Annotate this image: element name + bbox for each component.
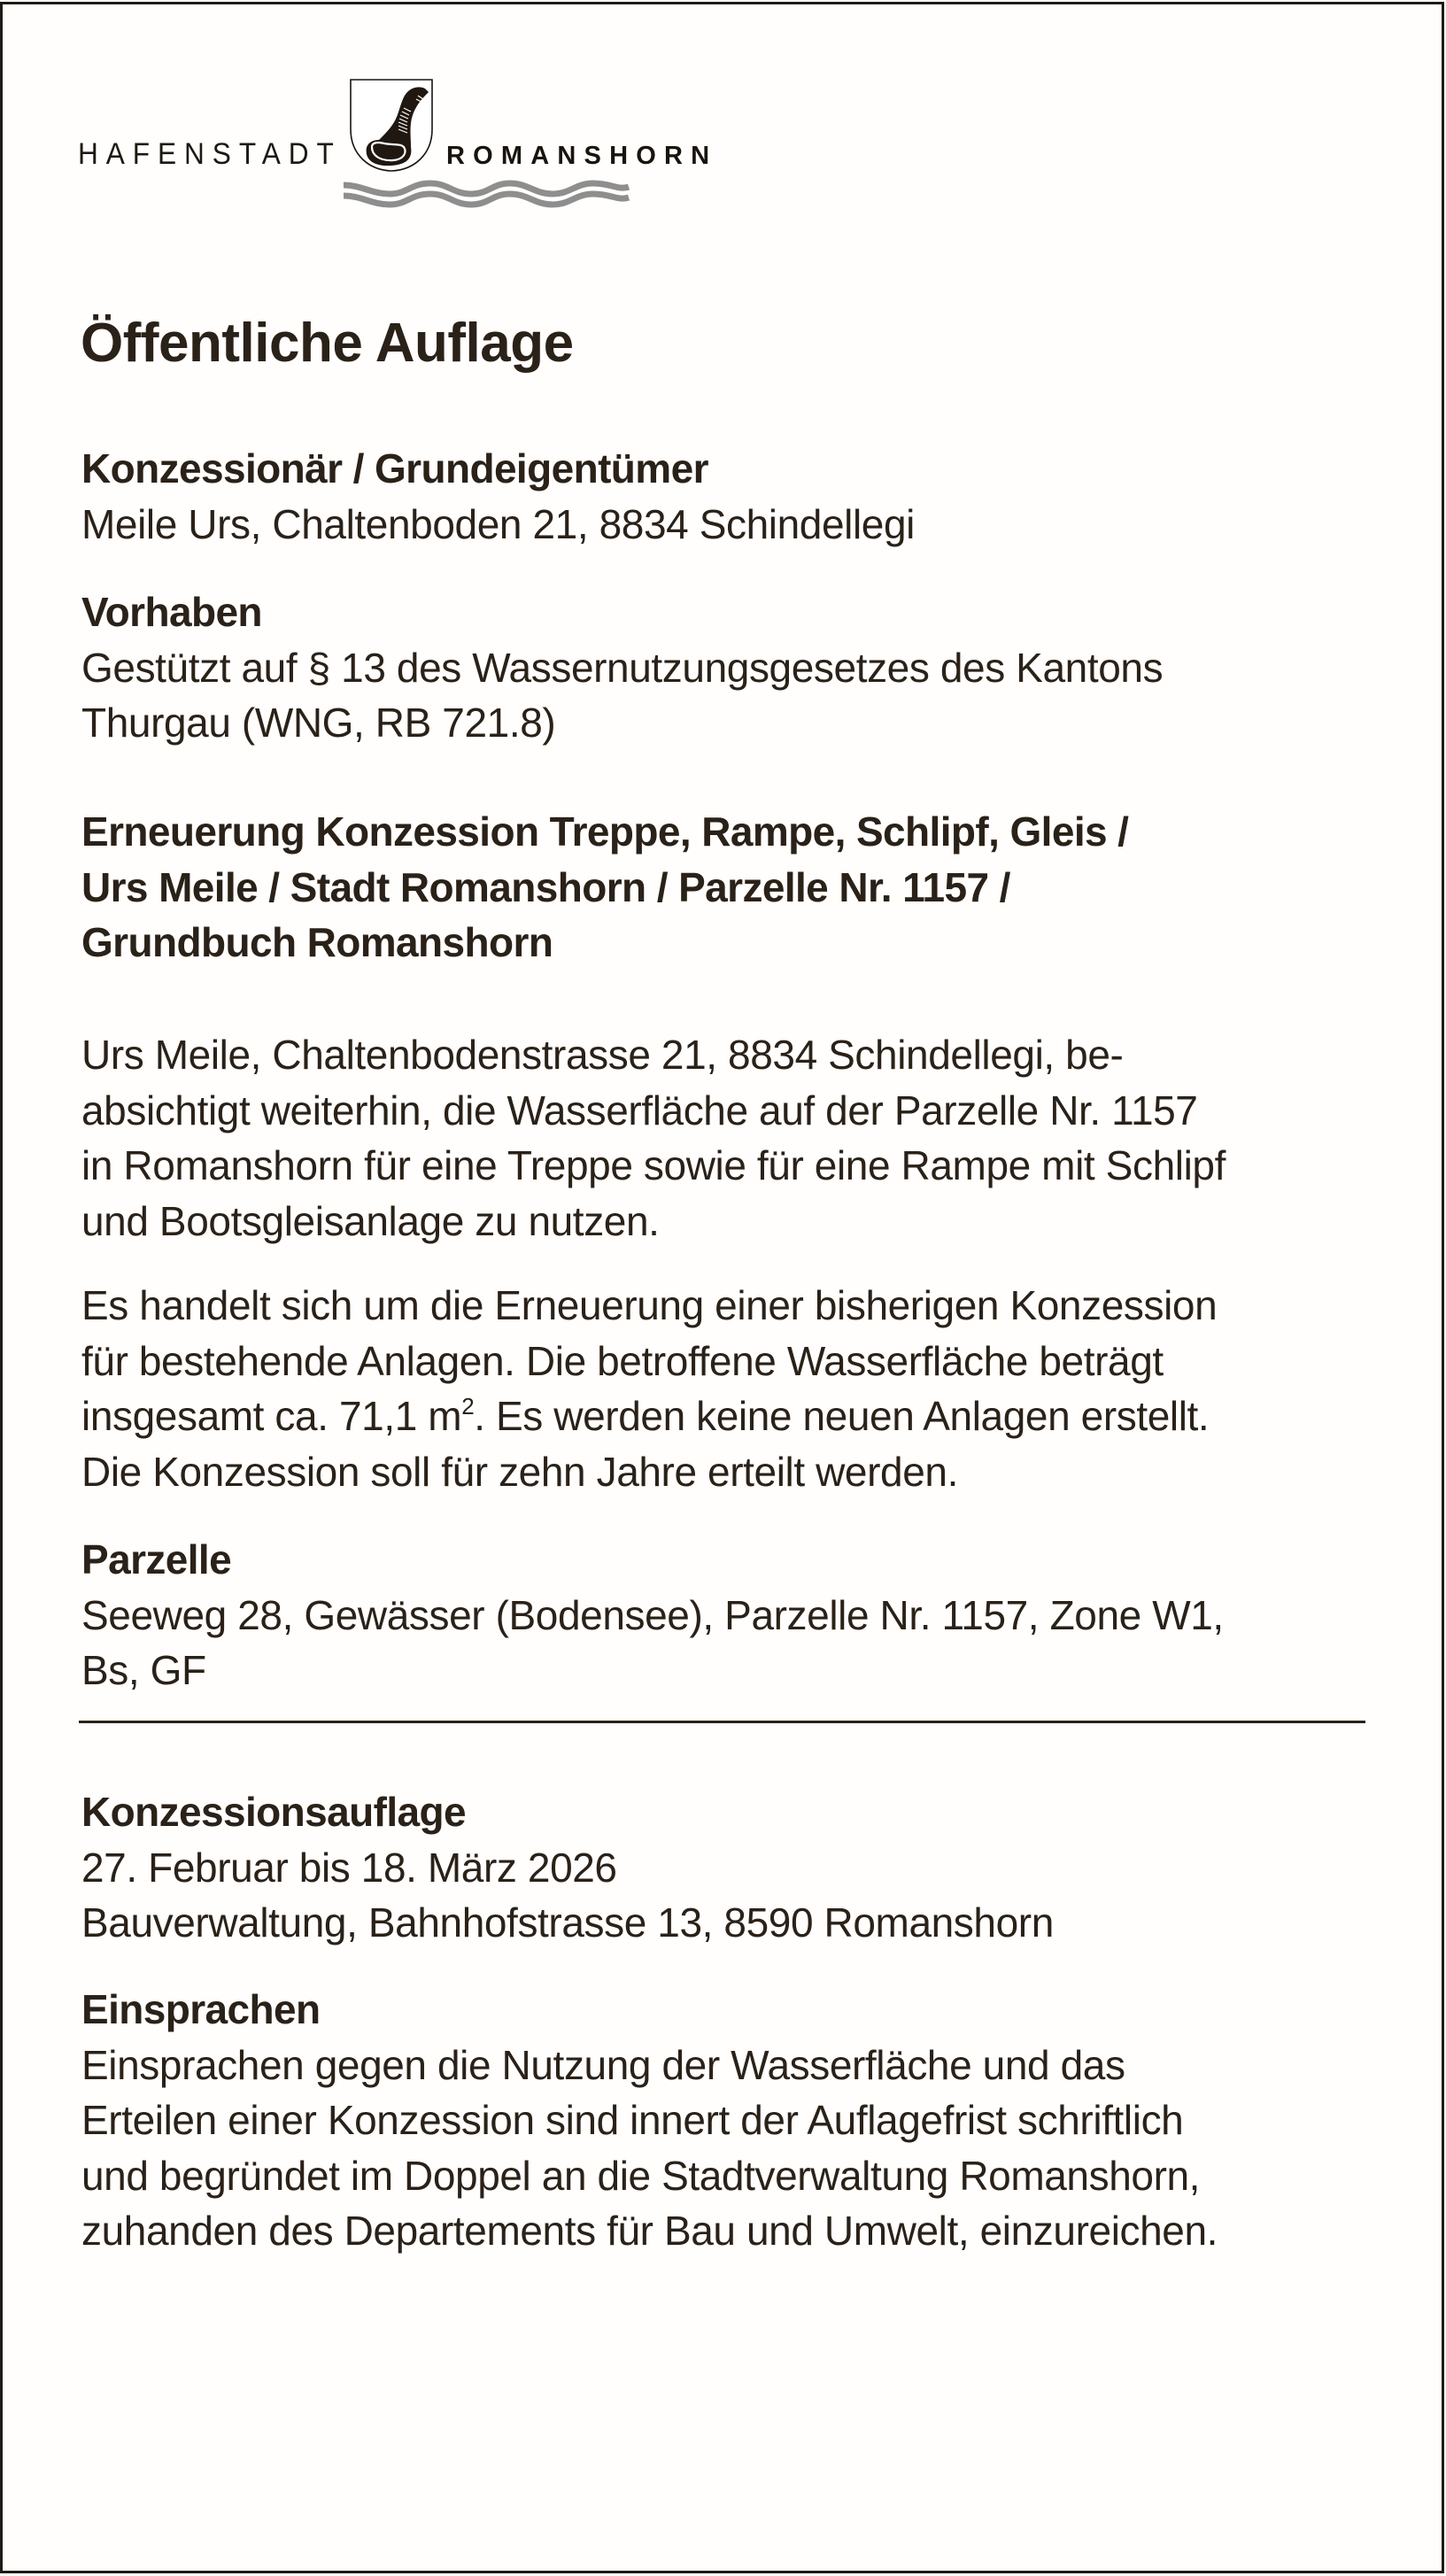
text-line: Es handelt sich um die Erneuerung einer bisherigen Konzession [81,1282,1218,1328]
section-description-2 [81,1278,1217,1499]
text-line: Bs, GF [81,1647,206,1693]
divider [79,1721,1365,1723]
section-heading: Vorhaben [81,589,262,635]
section-project [81,584,1163,751]
display-location: Bauverwaltung, Bahnhofstrasse 13, 8590 Romanshorn [81,1899,1054,1946]
text-line: Urs Meile, Chaltenbodenstrasse 21, 8834 Schindellegi, be- [81,1032,1124,1078]
text-line: Gestützt auf § 13 des Wassernutzungsgesetzes des Kantons [81,644,1164,691]
logo [0,0,797,230]
area-suffix: . Es werden keine neuen Anlagen erstellt. [474,1393,1210,1439]
section-objections [81,1982,1218,2259]
waves-icon [342,180,630,208]
subject-line: Erneuerung Konzession Treppe, Rampe, Schlipf, Gleis / [81,808,1129,855]
subject-line: Grundbuch Romanshorn [81,919,553,965]
area-line [81,1389,1217,1444]
section-heading: Konzessionär / Grundeigentümer [81,445,708,491]
logo-text-hafenstadt: HAFENSTADT [78,137,342,171]
section-description-1 [81,1027,1226,1249]
section-heading: Parzelle [81,1536,232,1582]
text-line: und begründet im Doppel an die Stadtverwaltung Romanshorn, [81,2152,1201,2199]
subject-line: Urs Meile / Stadt Romanshorn / Parzelle Nr. 1157 / [81,863,1010,910]
display-dates: 27. Februar bis 18. März 2026 [81,1844,617,1891]
text-line: und Bootsgleisanlage zu nutzen. [81,1197,660,1244]
section-heading: Konzessionsauflage [81,1789,466,1835]
text-line: Meile Urs, Chaltenboden 21, 8834 Schindellegi [81,500,915,547]
coat-of-arms-icon [349,78,434,174]
text-line: absichtigt weiterhin, die Wasserfläche auf der Parzelle Nr. 1157 [81,1087,1198,1133]
section-parcel [81,1532,1224,1698]
text-line: zuhanden des Departements für Bau und Umwelt, einzureichen. [81,2208,1218,2254]
text-line: für bestehende Anlagen. Die betroffene Wasserfläche beträgt [81,1337,1164,1384]
text-line: Die Konzession soll für zehn Jahre erteilt werden. [81,1448,958,1495]
square-superscript: 2 [461,1393,475,1420]
area-prefix: insgesamt ca. 71,1 m [81,1393,462,1439]
logo-text-romanshorn: ROMANSHORN [446,142,718,170]
page-title: Öffentliche Auflage [81,313,574,374]
text-line: Einsprachen gegen die Nutzung der Wasserfläche und das [81,2041,1125,2088]
text-line: in Romanshorn für eine Treppe sowie für eine Rampe mit Schlipf [81,1142,1226,1188]
section-concessionaire [81,441,915,552]
section-public-display [81,1784,1054,1951]
section-subject [81,804,1128,971]
text-line: Seeweg 28, Gewässer (Bodensee), Parzelle Nr. 1157, Zone W1, [81,1591,1224,1638]
text-line: Erteilen einer Konzession sind innert der Auflagefrist schriftlich [81,2097,1184,2143]
section-heading: Einsprachen [81,1986,321,2032]
text-line: Thurgau (WNG, RB 721.8) [81,700,556,746]
